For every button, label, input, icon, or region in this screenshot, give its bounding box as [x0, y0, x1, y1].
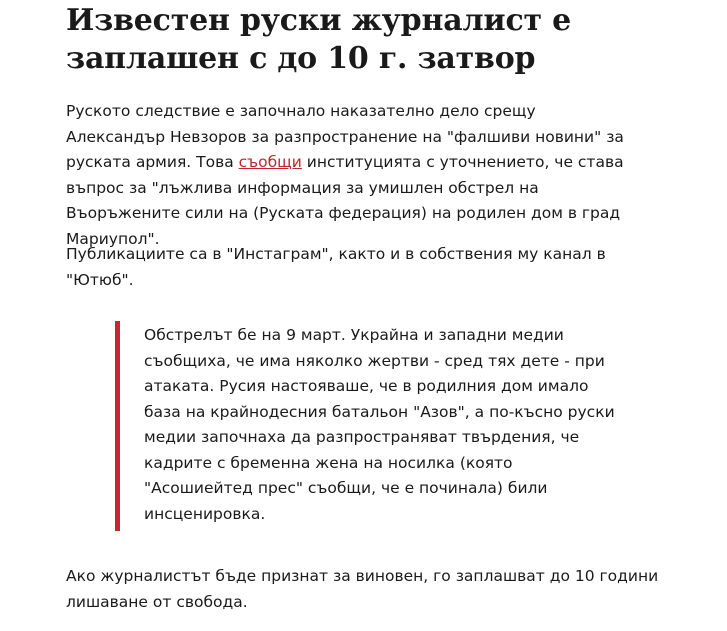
paragraph-1-text-end: институцията с уточнението, че става въпрос за "лъжлива информация за умишлен обстрел на Въоръжените сили на (Руската федерация) на родилен дом в град Мариупол". [66, 153, 624, 248]
article-paragraph-2: Публикациите са в "Инстаграм", както и в собствения му канал в "Ютюб". [66, 245, 606, 289]
blockquote-text: Обстрелът бе на 9 март. Украйна и западни медии съобщиха, че има няколко жертви - сред тях дете - при атаката. Русия настояваше, че в родилния дом имало база на крайнодесния батальон "Азов", а по-късно руски медии започнаха да разпространяват твърдения, че кадрите с бременна жена на носилка (която "Асошиейтед прес" съобщи, че е починала) били инсценировка. [144, 326, 615, 523]
paragraph-1-text-start: Руското следствие е започнало наказателно дело срещу Александър Невзоров за разпространение на "фалшиви новини" за руската армия. Това [66, 102, 624, 171]
article-paragraph-3: Ако журналистът бъде признат за виновен, го заплашват до 10 години лишаване от свобода. [66, 567, 659, 611]
article [66, 0, 659, 611]
article-headline: Известен руски журналист е заплашен с до 10 г. затвор [66, 3, 572, 76]
article-paragraph-1 [66, 99, 626, 252]
source-link[interactable]: съобщи [238, 153, 302, 171]
article-blockquote [115, 321, 624, 531]
